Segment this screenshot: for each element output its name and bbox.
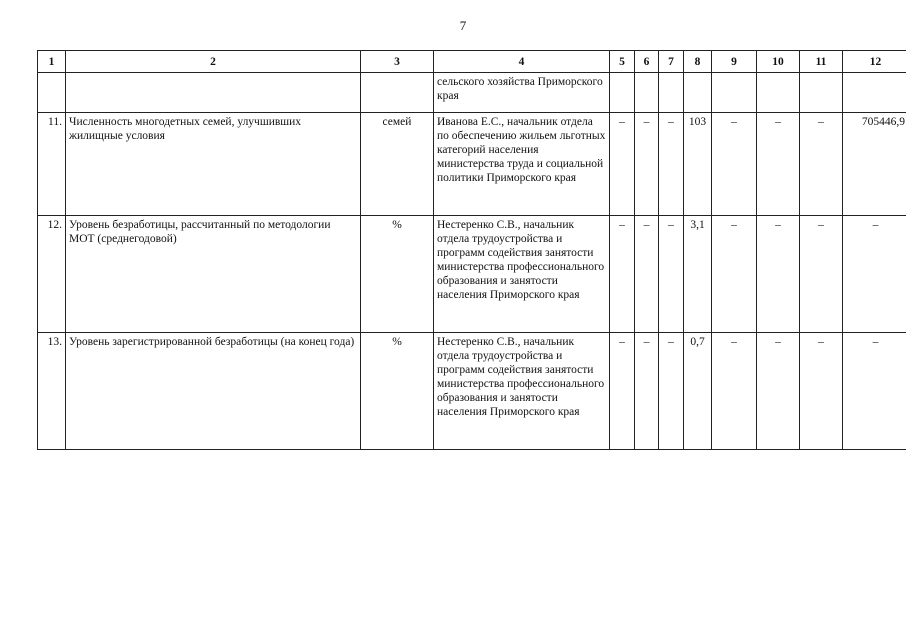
page-number: 7 [459,18,467,33]
cell-empty [38,73,66,113]
cell-empty [757,73,800,113]
cell-empty [635,73,659,113]
cell-col9: – [712,333,757,450]
table-row [38,113,906,216]
column-header-8: 8 [684,51,712,73]
cell-col7: – [659,113,684,216]
column-header-10: 10 [757,51,800,73]
cell-unit: % [361,216,434,333]
cell-indicator: Уровень зарегистрированной безработицы (на конец года) [66,333,361,450]
cell-empty [659,73,684,113]
cell-unit: % [361,333,434,450]
cell-responsible: сельского хозяйства Приморского края [434,73,610,113]
cell-col11: – [800,333,843,450]
indicators-table [37,50,906,450]
cell-empty [361,73,434,113]
cell-empty [800,73,843,113]
cell-indicator: Численность многодетных семей, улучшивших жилищные условия [66,113,361,216]
cell-col10: – [757,113,800,216]
cell-row-number: 12. [38,216,66,333]
cell-empty [684,73,712,113]
cell-col7: – [659,333,684,450]
cell-empty [610,73,635,113]
column-header-11: 11 [800,51,843,73]
cell-empty [66,73,361,113]
cell-col9: – [712,113,757,216]
cell-empty [712,73,757,113]
cell-responsible: Иванова Е.С., начальник отдела по обеспечению жильем льготных категорий населения министерства труда и социальной политики Приморского края [434,113,610,216]
cell-col8: 0,7 [684,333,712,450]
cell-responsible: Нестеренко С.В., начальник отдела трудоустройства и программ содействия занятости министерства профессионального образования и занятости населения Приморского края [434,216,610,333]
cell-responsible: Нестеренко С.В., начальник отдела трудоустройства и программ содействия занятости министерства профессионального образования и занятости населения Приморского края [434,333,610,450]
cell-col9: – [712,216,757,333]
column-header-12: 12 [843,51,906,73]
column-header-4: 4 [434,51,610,73]
column-header-6: 6 [635,51,659,73]
cell-col6: – [635,333,659,450]
cell-col7: – [659,216,684,333]
cell-col11: – [800,216,843,333]
column-header-7: 7 [659,51,684,73]
cell-unit: семей [361,113,434,216]
cell-row-number: 13. [38,333,66,450]
column-header-3: 3 [361,51,434,73]
cell-col10: – [757,216,800,333]
cell-row-number: 11. [38,113,66,216]
cell-indicator: Уровень безработицы, рассчитанный по методологии МОТ (среднегодовой) [66,216,361,333]
cell-col11: – [800,113,843,216]
cell-col6: – [635,113,659,216]
table-row [38,216,906,333]
cell-col10: – [757,333,800,450]
cell-col8: 103 [684,113,712,216]
column-header-9: 9 [712,51,757,73]
cell-col12: – [843,216,906,333]
column-header-1: 1 [38,51,66,73]
header-row [38,51,906,73]
cell-col5: – [610,333,635,450]
cell-col6: – [635,216,659,333]
cell-col12: 705446,9 [843,113,906,216]
cell-col12: – [843,333,906,450]
column-header-5: 5 [610,51,635,73]
cell-col5: – [610,216,635,333]
table-row [38,333,906,450]
cell-col8: 3,1 [684,216,712,333]
cell-empty [843,73,906,113]
continuation-row [38,73,906,113]
column-header-2: 2 [66,51,361,73]
cell-col5: – [610,113,635,216]
